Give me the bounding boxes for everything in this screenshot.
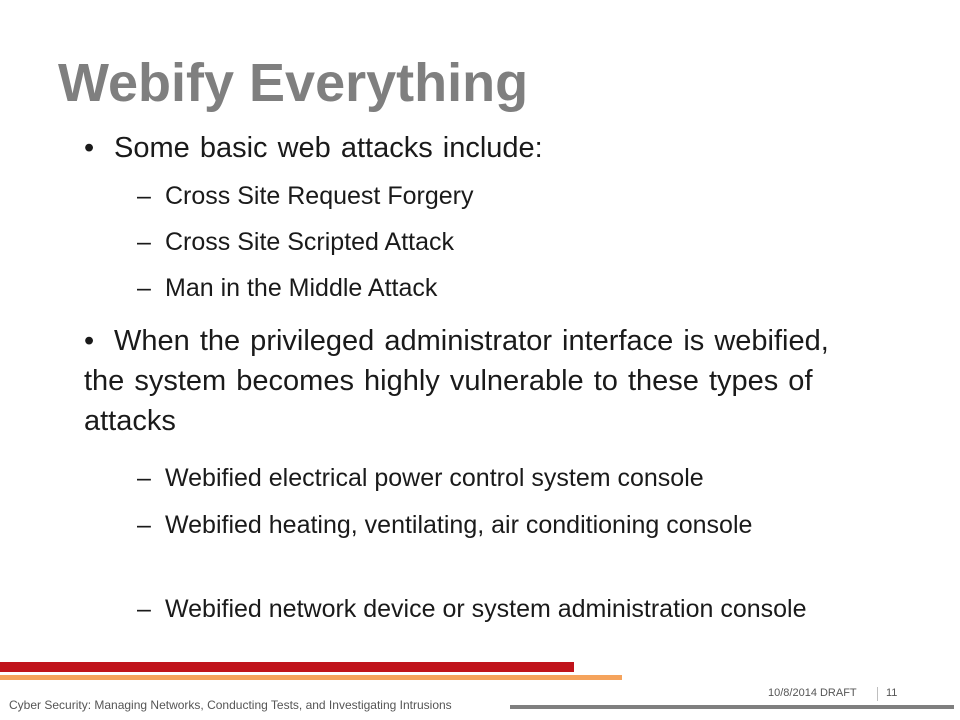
- sub-bullet-text: Webified network device or system administration console: [165, 595, 807, 623]
- sub-bullet-item: [137, 177, 877, 215]
- bullet-item: [84, 321, 874, 441]
- bullet-dot: •: [84, 132, 95, 164]
- sub-bullet-item: [137, 269, 877, 307]
- page-number-separator: [877, 687, 878, 701]
- bullet-text: Some basic web attacks include:: [114, 132, 543, 164]
- sub-bullet-dash: –: [137, 228, 151, 256]
- sub-bullet-dash: –: [137, 274, 151, 302]
- page-number: 11: [886, 687, 898, 699]
- sub-bullet-item: [137, 459, 877, 497]
- sub-bullet-dash: –: [137, 182, 151, 210]
- sub-bullet-text: Cross Site Scripted Attack: [165, 228, 455, 256]
- sub-bullet-text: Webified electrical power control system console: [165, 464, 704, 492]
- bullet-text: When the privileged administrator interface is webified, the system becomes highly vulnerable to these types of attacks: [84, 325, 829, 437]
- sub-bullet-dash: –: [137, 595, 151, 623]
- footer-course-title: Cyber Security: Managing Networks, Conducting Tests, and Investigating Intrusions: [9, 698, 452, 712]
- slide-title: Webify Everything: [58, 53, 529, 113]
- sub-bullet-dash: –: [137, 511, 151, 539]
- sub-bullet-text: Webified heating, ventilating, air conditioning console: [165, 511, 753, 539]
- accent-rule-red: [0, 662, 574, 672]
- sub-bullet-text: Man in the Middle Attack: [165, 274, 438, 302]
- footer-rule: [510, 705, 954, 709]
- sub-bullet-dash: –: [137, 464, 151, 492]
- sub-bullet-item: [137, 590, 877, 628]
- footer-date: 10/8/2014 DRAFT: [768, 687, 857, 699]
- sub-bullet-item: [137, 506, 877, 544]
- sub-bullet-item: [137, 223, 877, 261]
- accent-rule-orange: [0, 675, 622, 680]
- bullet-dot: •: [84, 325, 95, 357]
- bullet-item: [84, 128, 884, 168]
- sub-bullet-text: Cross Site Request Forgery: [165, 182, 474, 210]
